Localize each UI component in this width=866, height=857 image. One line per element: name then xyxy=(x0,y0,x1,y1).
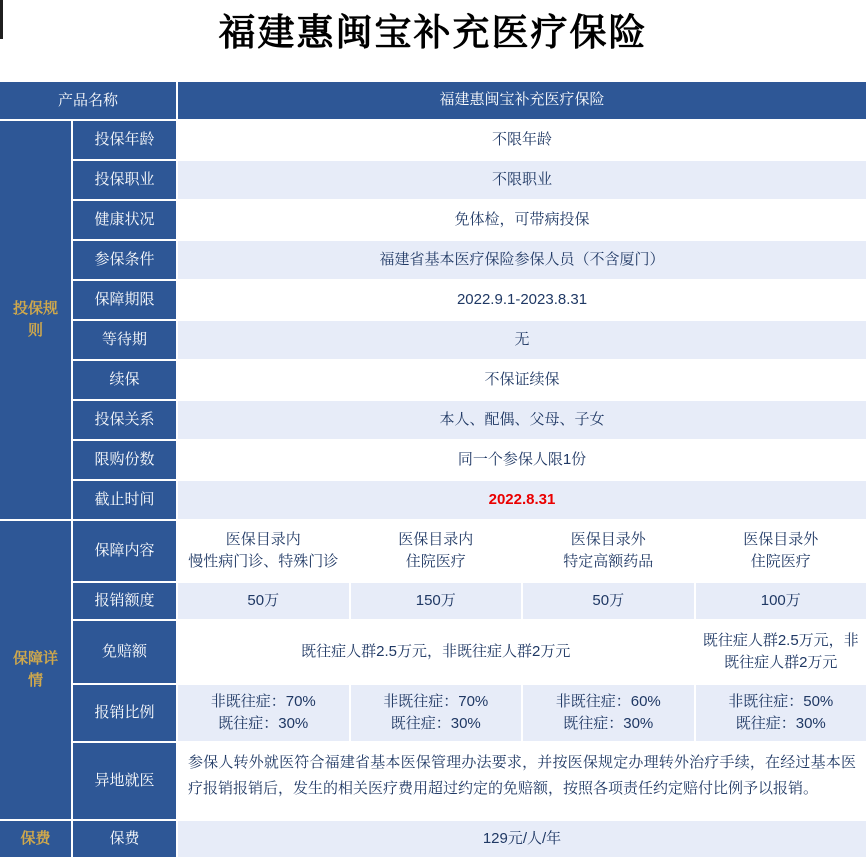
rule-value: 不保证续保 xyxy=(178,361,866,399)
ratio-col xyxy=(523,685,694,741)
table-row xyxy=(73,121,866,159)
ratio-line1: 非既往症：70% xyxy=(211,691,316,714)
rule-label: 投保关系 xyxy=(73,401,176,439)
corner-tick-mark xyxy=(0,0,3,39)
coverage-col-line2: 住院医疗 xyxy=(751,551,811,574)
ratio-col xyxy=(351,685,522,741)
limit-value: 50万 xyxy=(178,583,349,619)
details-rows xyxy=(73,521,866,819)
remote-care-row xyxy=(73,743,866,819)
coverage-label: 保障内容 xyxy=(73,521,176,581)
table-row xyxy=(73,241,866,279)
rule-label: 续保 xyxy=(73,361,176,399)
rule-value: 不限年龄 xyxy=(178,121,866,159)
coverage-col-line1: 医保目录内 xyxy=(226,529,301,552)
rule-value: 免体检，可带病投保 xyxy=(178,201,866,239)
page-title: 福建惠闽宝补充医疗保险 xyxy=(219,2,648,56)
limit-value: 150万 xyxy=(351,583,522,619)
coverage-col-line1: 医保目录外 xyxy=(743,529,818,552)
premium-category: 保费 xyxy=(0,821,71,857)
deadline-value: 2022.8.31 xyxy=(178,481,866,519)
rules-category: 投保规则 xyxy=(0,121,71,519)
rule-label: 限购份数 xyxy=(73,441,176,479)
ratio-columns xyxy=(178,685,866,741)
product-name-row xyxy=(0,82,866,119)
remote-care-text: 参保人转外就医符合福建省基本医保管理办法要求，并按医保规定办理转外治疗手续，在经过基本医疗报销报销后，发生的相关医疗费用超过约定的免赔额，按照各项责任约定赔付比例予以报销。 xyxy=(178,743,866,819)
rule-value: 同一个参保人限1份 xyxy=(178,441,866,479)
coverage-col-line2: 住院医疗 xyxy=(406,551,466,574)
ratio-row xyxy=(73,685,866,741)
rule-value: 不限职业 xyxy=(178,161,866,199)
table-row xyxy=(73,321,866,359)
rule-label: 投保职业 xyxy=(73,161,176,199)
rules-section xyxy=(0,121,866,519)
remote-care-label: 异地就医 xyxy=(73,743,176,819)
table-row xyxy=(73,441,866,479)
coverage-col xyxy=(523,521,694,581)
coverage-col xyxy=(696,521,866,581)
ratio-line2: 既往症：30% xyxy=(218,713,308,736)
premium-value: 129元/人/年 xyxy=(178,821,866,857)
rule-label: 健康状况 xyxy=(73,201,176,239)
premium-section xyxy=(0,821,866,857)
product-name-value: 福建惠闽宝补充医疗保险 xyxy=(178,82,866,119)
limit-value: 100万 xyxy=(696,583,866,619)
ratio-line1: 非既往症：70% xyxy=(383,691,488,714)
details-category: 保障详情 xyxy=(0,521,71,819)
deductible-row xyxy=(73,621,866,683)
limit-value: 50万 xyxy=(523,583,694,619)
coverage-col xyxy=(351,521,522,581)
premium-rows xyxy=(73,821,866,857)
coverage-row xyxy=(73,521,866,581)
ratio-line2: 既往症：30% xyxy=(736,713,826,736)
rule-label: 等待期 xyxy=(73,321,176,359)
title-zone xyxy=(0,0,866,82)
ratio-line2: 既往症：30% xyxy=(563,713,653,736)
ratio-line1: 非既往症：50% xyxy=(728,691,833,714)
details-section xyxy=(0,521,866,819)
table-row xyxy=(73,201,866,239)
rule-value: 2022.9.1-2023.8.31 xyxy=(178,281,866,319)
product-name-label: 产品名称 xyxy=(0,82,176,119)
coverage-columns xyxy=(178,521,866,581)
rule-value: 福建省基本医疗保险参保人员（不含厦门） xyxy=(178,241,866,279)
limit-row xyxy=(73,583,866,619)
rule-value: 无 xyxy=(178,321,866,359)
ratio-line1: 非既往症：60% xyxy=(556,691,661,714)
coverage-col-line1: 医保目录内 xyxy=(398,529,473,552)
ratio-col xyxy=(178,685,349,741)
limit-columns xyxy=(178,583,866,619)
insurance-table xyxy=(0,82,866,857)
rule-label: 保障期限 xyxy=(73,281,176,319)
coverage-col-line2: 慢性病门诊、特殊门诊 xyxy=(188,551,338,574)
premium-label: 保费 xyxy=(73,821,176,857)
rule-label: 参保条件 xyxy=(73,241,176,279)
table-row xyxy=(73,161,866,199)
rules-rows xyxy=(73,121,866,519)
deductible-col4-value: 既往症人群2.5万元，非既往症人群2万元 xyxy=(696,621,866,683)
deductible-label: 免赔额 xyxy=(73,621,176,683)
ratio-label: 报销比例 xyxy=(73,685,176,741)
rule-label: 投保年龄 xyxy=(73,121,176,159)
coverage-col xyxy=(178,521,349,581)
ratio-col xyxy=(696,685,866,741)
limit-label: 报销额度 xyxy=(73,583,176,619)
rule-label: 截止时间 xyxy=(73,481,176,519)
ratio-line2: 既往症：30% xyxy=(391,713,481,736)
coverage-col-line1: 医保目录外 xyxy=(571,529,646,552)
table-row xyxy=(73,481,866,519)
rule-value: 本人、配偶、父母、子女 xyxy=(178,401,866,439)
deductible-columns xyxy=(178,621,866,683)
coverage-col-line2: 特定高额药品 xyxy=(563,551,653,574)
table-row xyxy=(73,281,866,319)
table-row xyxy=(73,361,866,399)
premium-row xyxy=(73,821,866,857)
table-row xyxy=(73,401,866,439)
deductible-merged-value: 既往症人群2.5万元，非既往症人群2万元 xyxy=(178,621,694,683)
